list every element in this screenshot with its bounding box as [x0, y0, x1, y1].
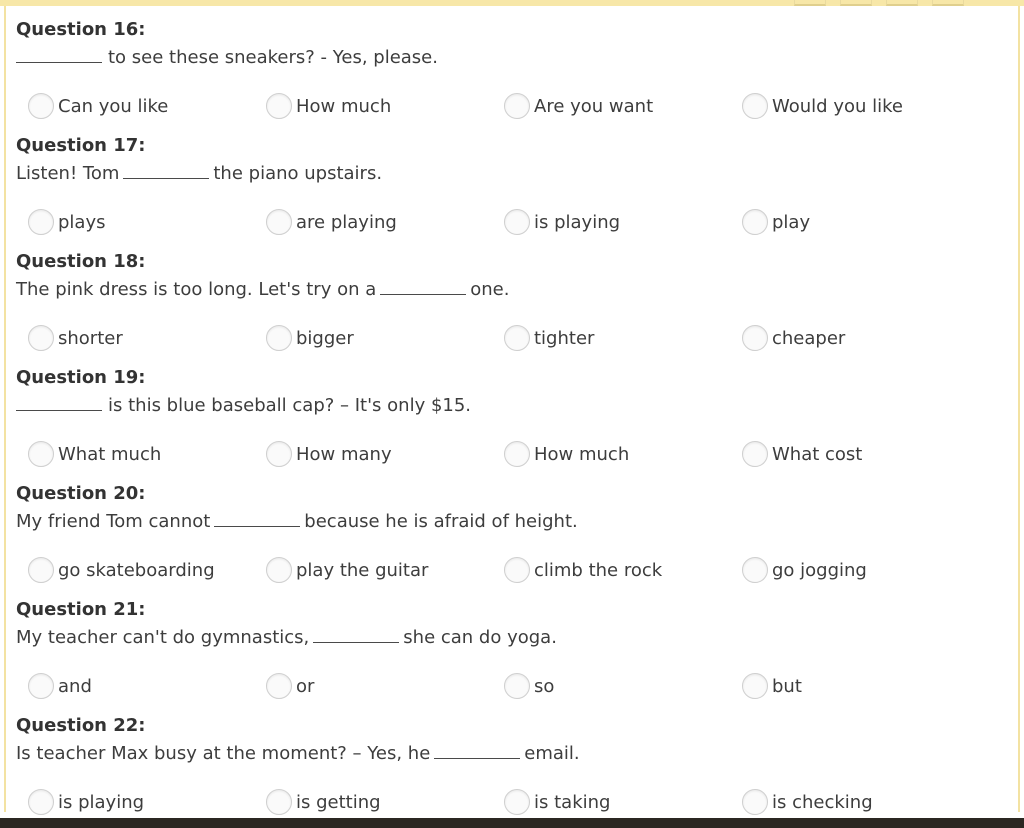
options-group	[16, 90, 1006, 126]
radio-button[interactable]	[266, 209, 292, 235]
question-prefix: My friend Tom cannot	[16, 511, 211, 532]
radio-button[interactable]	[742, 209, 768, 235]
option[interactable]	[16, 554, 215, 586]
question-text	[16, 163, 382, 184]
option-label: so	[534, 675, 555, 697]
radio-button[interactable]	[504, 209, 530, 235]
option-label: Can you like	[58, 95, 169, 117]
question-prefix: The pink dress is too long. Let's try on a	[16, 279, 377, 300]
option[interactable]	[254, 670, 314, 702]
option-label: is checking	[772, 791, 873, 813]
answer-blank	[16, 48, 102, 63]
question-suffix: she can do yoga.	[403, 627, 557, 648]
option[interactable]	[730, 90, 903, 122]
question-prefix: Is teacher Max busy at the moment? – Yes, he	[16, 743, 431, 764]
radio-button[interactable]	[266, 325, 292, 351]
option[interactable]	[254, 322, 354, 354]
radio-button[interactable]	[504, 325, 530, 351]
options-group	[16, 786, 1006, 822]
option[interactable]	[730, 554, 867, 586]
option-label: and	[58, 675, 92, 697]
option-label: Are you want	[534, 95, 654, 117]
radio-button[interactable]	[504, 441, 530, 467]
question-22	[16, 706, 1006, 822]
option[interactable]	[254, 206, 397, 238]
option-label: is taking	[534, 791, 611, 813]
question-prefix: Listen! Tom	[16, 163, 120, 184]
radio-button[interactable]	[266, 441, 292, 467]
option[interactable]	[492, 90, 653, 122]
question-title: Question 19:	[16, 367, 146, 388]
options-group	[16, 438, 1006, 474]
option[interactable]	[16, 670, 92, 702]
option[interactable]	[254, 90, 391, 122]
question-suffix: is this blue baseball cap? – It's only $15.	[108, 395, 472, 416]
question-19	[16, 358, 1006, 474]
question-title: Question 22:	[16, 715, 146, 736]
answer-blank	[380, 280, 466, 295]
options-group	[16, 554, 1006, 590]
option[interactable]	[16, 438, 161, 470]
radio-button[interactable]	[742, 557, 768, 583]
question-text	[16, 395, 471, 416]
answer-blank	[313, 628, 399, 643]
option-label: bigger	[296, 327, 354, 349]
radio-button[interactable]	[266, 789, 292, 815]
question-prefix: My teacher can't do gymnastics,	[16, 627, 310, 648]
radio-button[interactable]	[742, 93, 768, 119]
option[interactable]	[492, 786, 610, 818]
radio-button[interactable]	[266, 673, 292, 699]
radio-button[interactable]	[742, 325, 768, 351]
option-label: How much	[296, 95, 392, 117]
options-group	[16, 322, 1006, 358]
option-label: What much	[58, 443, 162, 465]
option[interactable]	[730, 206, 810, 238]
question-suffix: to see these sneakers? - Yes, please.	[108, 47, 438, 68]
question-title: Question 17:	[16, 135, 146, 156]
answer-blank	[16, 396, 102, 411]
question-suffix: the piano upstairs.	[213, 163, 383, 184]
option[interactable]	[254, 438, 392, 470]
question-title: Question 18:	[16, 251, 146, 272]
option[interactable]	[254, 786, 381, 818]
question-21	[16, 590, 1006, 706]
radio-button[interactable]	[504, 557, 530, 583]
option[interactable]	[730, 322, 845, 354]
radio-button[interactable]	[28, 789, 54, 815]
question-suffix: because he is afraid of height.	[304, 511, 578, 532]
option[interactable]	[492, 206, 620, 238]
option-label: is playing	[58, 791, 145, 813]
option-label: are playing	[296, 211, 397, 233]
option[interactable]	[492, 438, 629, 470]
question-16	[16, 10, 1006, 126]
radio-button[interactable]	[266, 93, 292, 119]
option[interactable]	[492, 322, 594, 354]
option[interactable]	[254, 554, 428, 586]
answer-blank	[214, 512, 300, 527]
options-group	[16, 670, 1006, 706]
question-text	[16, 47, 438, 68]
option-label: shorter	[58, 327, 123, 349]
radio-button[interactable]	[504, 93, 530, 119]
option-label: climb the rock	[534, 559, 663, 581]
radio-button[interactable]	[266, 557, 292, 583]
option-label: go skateboarding	[58, 559, 215, 581]
option[interactable]	[16, 322, 123, 354]
option-label: cheaper	[772, 327, 846, 349]
question-suffix: email.	[524, 743, 580, 764]
option-label: What cost	[772, 443, 863, 465]
question-20	[16, 474, 1006, 590]
question-18	[16, 242, 1006, 358]
option-label: plays	[58, 211, 106, 233]
question-title: Question 20:	[16, 483, 146, 504]
radio-button[interactable]	[28, 673, 54, 699]
option[interactable]	[16, 786, 144, 818]
radio-button[interactable]	[28, 557, 54, 583]
option[interactable]	[730, 438, 862, 470]
question-text	[16, 627, 557, 648]
answer-blank	[434, 744, 520, 759]
radio-button[interactable]	[28, 441, 54, 467]
option-label: Would you like	[772, 95, 903, 117]
option-label: but	[772, 675, 802, 697]
quiz-card	[4, 6, 1020, 812]
bottom-bar	[0, 818, 1024, 828]
option[interactable]	[16, 90, 168, 122]
question-text	[16, 511, 578, 532]
radio-button[interactable]	[28, 209, 54, 235]
option-label: is playing	[534, 211, 621, 233]
option[interactable]	[16, 206, 106, 238]
option-label: or	[296, 675, 315, 697]
option-label: play the guitar	[296, 559, 429, 581]
option[interactable]	[492, 554, 662, 586]
option[interactable]	[730, 786, 873, 818]
question-17	[16, 126, 1006, 242]
question-text	[16, 743, 580, 764]
option-label: How much	[534, 443, 630, 465]
option-label: go jogging	[772, 559, 867, 581]
radio-button[interactable]	[504, 789, 530, 815]
radio-button[interactable]	[28, 325, 54, 351]
radio-button[interactable]	[504, 673, 530, 699]
answer-blank	[123, 164, 209, 179]
option-label: How many	[296, 443, 392, 465]
question-title: Question 16:	[16, 19, 146, 40]
radio-button[interactable]	[742, 789, 768, 815]
question-title: Question 21:	[16, 599, 146, 620]
option-label: play	[772, 211, 811, 233]
option-label: is getting	[296, 791, 381, 813]
radio-button[interactable]	[742, 673, 768, 699]
option[interactable]	[492, 670, 554, 702]
question-text	[16, 279, 509, 300]
option[interactable]	[730, 670, 802, 702]
question-suffix: one.	[470, 279, 510, 300]
radio-button[interactable]	[28, 93, 54, 119]
option-label: tighter	[534, 327, 595, 349]
radio-button[interactable]	[742, 441, 768, 467]
options-group	[16, 206, 1006, 242]
